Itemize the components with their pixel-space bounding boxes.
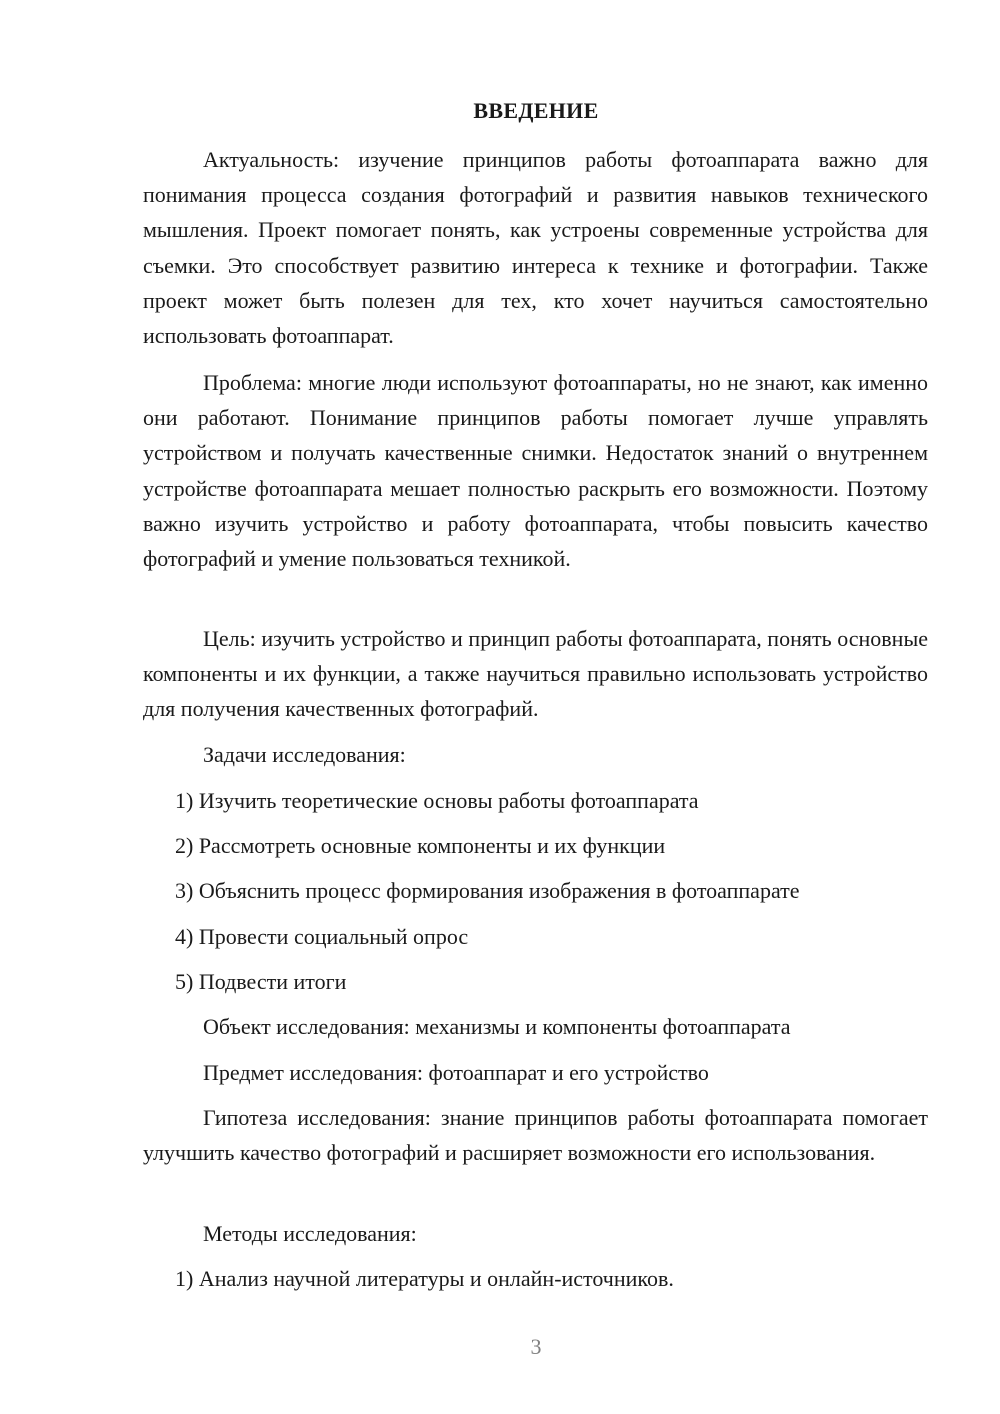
problem-paragraph: Проблема: многие люди используют фотоаппараты, но не знают, как именно они работают. Понимание принципов работы помогает лучше управлять устройством и получать качественные снимки. Недостаток знаний о внутреннем устройстве фотоаппарата мешает полностью раскрыть его возможности. Поэтому важно изучить устройство и работу фотоаппарата, чтобы повысить качество фотографий и умение пользоваться техникой. [143,370,928,572]
relevance-paragraph: Актуальность: изучение принципов работы фотоаппарата важно для понимания процесса создания фотографий и развития навыков технического мышления. Проект помогает понять, как устроены современные устройства для съемки. Это способствует развитию интереса к технике и фотографии. Также проект может быть полезен для тех, кто хочет научиться самостоятельно использовать фотоаппарат. [143,147,928,349]
goal-paragraph: Цель: изучить устройство и принцип работы фотоаппарата, понять основные компоненты и их функции, а также научиться правильно использовать устройство для получения качественных фотографий. [143,626,928,722]
task-item: 2) Рассмотреть основные компоненты и их функции [175,833,666,858]
task-item: 3) Объяснить процесс формирования изображения в фотоаппарате [175,878,800,903]
page-number: 3 [530,1334,542,1359]
tasks-title: Задачи исследования: [203,742,406,767]
task-item: 5) Подвести итоги [175,969,347,994]
section-heading: ВВЕДЕНИЕ [473,98,599,123]
research-object: Объект исследования: механизмы и компоненты фотоаппарата [203,1014,791,1039]
method-item: 1) Анализ научной литературы и онлайн-источников. [175,1266,674,1291]
methods-title: Методы исследования: [203,1221,417,1246]
hypothesis-paragraph: Гипотеза исследования: знание принципов работы фотоаппарата помогает улучшить качество фотографий и расширяет возможности его использования. [143,1105,928,1166]
task-item: 1) Изучить теоретические основы работы фотоаппарата [175,788,699,813]
research-subject: Предмет исследования: фотоаппарат и его устройство [203,1060,709,1085]
task-item: 4) Провести социальный опрос [175,924,469,949]
